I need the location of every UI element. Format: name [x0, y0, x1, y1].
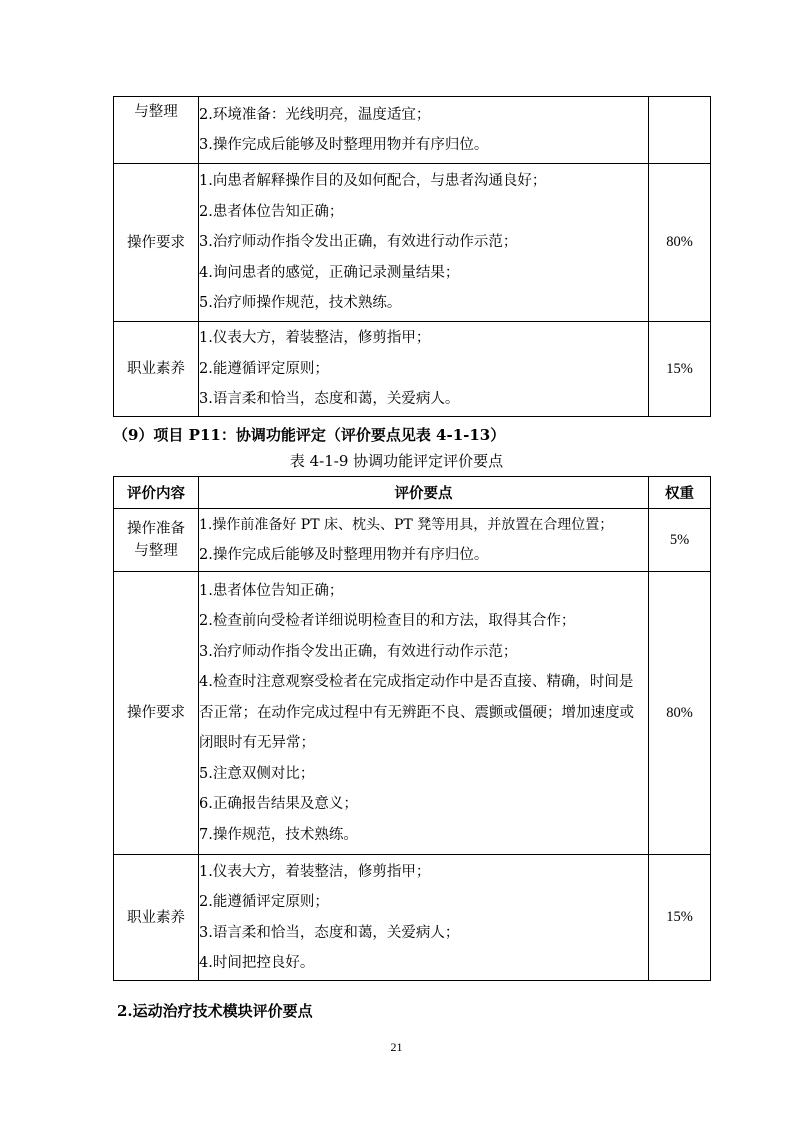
- category-cell: [114, 322, 199, 417]
- category-label: 操作准备: [127, 521, 185, 537]
- evaluation-point: 5.注意双侧对比；: [199, 765, 315, 782]
- continued-evaluation-table: [113, 96, 711, 417]
- weight-cell: [649, 572, 711, 855]
- evaluation-point: 6.正确报告结果及意义；: [199, 796, 358, 813]
- weight-value: 80%: [666, 704, 693, 721]
- table-caption: 表 4-1-9 协调功能评定评价要点: [289, 452, 504, 470]
- table-header-row: [114, 477, 711, 509]
- category-cell: [114, 164, 199, 322]
- evaluation-point: 1.向患者解释操作目的及如何配合，与患者沟通良好；: [199, 173, 547, 190]
- evaluation-point: 1.仪表大方，着装整洁，修剪指甲；: [199, 330, 431, 347]
- evaluation-point: 3.治疗师动作指令发出正确，有效进行动作示范；: [199, 234, 518, 251]
- table-row: [114, 855, 711, 981]
- category-label: 职业素养: [127, 361, 185, 377]
- category-label: 与整理: [134, 104, 178, 120]
- table-row: [114, 322, 711, 417]
- evaluation-point: 1.患者体位告知正确；: [199, 582, 344, 599]
- evaluation-point: 4.检查时注意观察受检者在完成指定动作中是否直接、精确，时间是否正常；在动作完成过程中有无辨距不良、震颤或僵硬；增加速度或闭眼时有无异常；: [199, 674, 634, 752]
- header-category: 评价内容: [114, 477, 199, 509]
- weight-cell: [649, 164, 711, 322]
- evaluation-point: 3.语言柔和恰当，态度和蔼，关爱病人。: [199, 391, 460, 408]
- category-label: 与整理: [134, 543, 178, 559]
- table-row: [114, 509, 711, 572]
- weight-value: 15%: [666, 360, 693, 377]
- category-label: 操作要求: [127, 234, 185, 251]
- points-cell: [199, 97, 649, 164]
- category-label: 职业素养: [127, 909, 185, 926]
- points-cell: [199, 509, 649, 572]
- points-cell: [199, 164, 649, 322]
- weight-cell: [649, 97, 711, 164]
- weight-cell: [649, 855, 711, 981]
- page-number: 21: [390, 1040, 403, 1054]
- category-cell: [114, 855, 199, 981]
- header-weight: 权重: [649, 477, 711, 509]
- evaluation-point: 2.检查前向受检者详细说明检查目的和方法，取得其合作；: [199, 613, 576, 630]
- category-label: 操作要求: [127, 705, 185, 721]
- evaluation-point: 3.操作完成后能够及时整理用物并有序归位。: [199, 137, 489, 153]
- category-cell: [114, 509, 199, 572]
- table-row: [114, 97, 711, 164]
- header-points: 评价要点: [199, 477, 649, 509]
- evaluation-point: 5.治疗师操作规范，技术熟练。: [199, 295, 402, 312]
- evaluation-point: 4.询问患者的感觉，正确记录测量结果；: [199, 264, 460, 281]
- module-heading: 2.运动治疗技术模块评价要点: [117, 1002, 313, 1020]
- evaluation-point: 1.仪表大方，着装整洁，修剪指甲；: [199, 863, 431, 880]
- points-cell: [199, 855, 649, 981]
- evaluation-point: 1.操作前准备好 PT 床、枕头、PT 凳等用具，并放置在合理位置；: [199, 516, 614, 533]
- table-row: [114, 572, 711, 855]
- evaluation-point: 7.操作规范，技术熟练。: [199, 826, 358, 843]
- weight-cell: [649, 322, 711, 417]
- evaluation-point: 3.治疗师动作指令发出正确，有效进行动作示范；: [199, 643, 518, 660]
- evaluation-point: 4.时间把控良好。: [199, 955, 315, 971]
- points-cell: [199, 572, 649, 855]
- category-cell: [114, 572, 199, 855]
- weight-value: 80%: [666, 234, 693, 250]
- evaluation-point: 2.操作完成后能够及时整理用物并有序归位。: [199, 547, 489, 563]
- weight-value: 15%: [666, 909, 693, 925]
- category-cell: [114, 97, 199, 164]
- section-heading: （9）项目 P11：协调功能评定（评价要点见表 4-1-13）: [113, 426, 506, 444]
- weight-value: 5%: [669, 531, 690, 548]
- points-cell: [199, 322, 649, 417]
- evaluation-point: 2.能遵循评定原则；: [199, 894, 329, 910]
- coordination-evaluation-table: [113, 476, 711, 981]
- evaluation-point: 3.语言柔和恰当，态度和蔼，关爱病人；: [199, 924, 460, 941]
- evaluation-point: 2.能遵循评定原则；: [199, 360, 329, 377]
- table-row: [114, 164, 711, 322]
- weight-cell: [649, 509, 711, 572]
- evaluation-point: 2.环境准备：光线明亮，温度适宜；: [199, 106, 431, 123]
- evaluation-point: 2.患者体位告知正确；: [199, 203, 344, 220]
